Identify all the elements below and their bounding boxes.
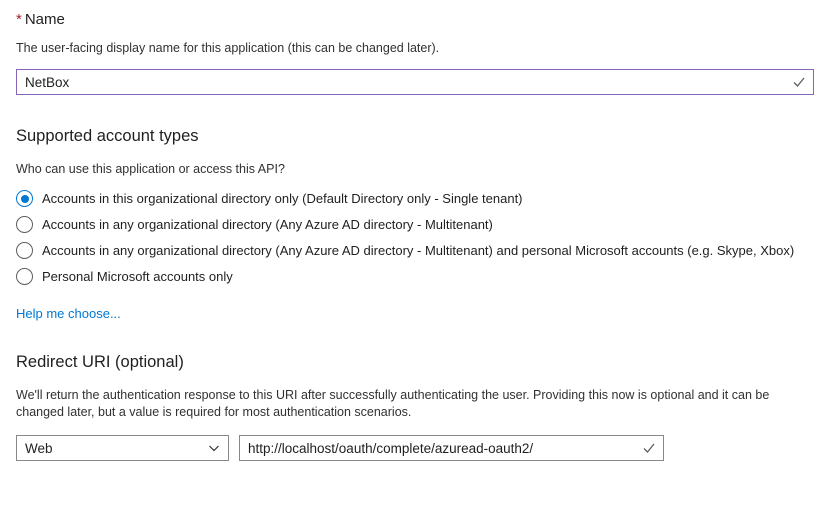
help-me-choose-link[interactable]: Help me choose... — [16, 306, 121, 321]
radio-button-icon[interactable] — [16, 190, 33, 207]
redirect-uri-title: Redirect URI (optional) — [16, 353, 184, 371]
name-input[interactable] — [17, 70, 813, 94]
redirect-uri-input-wrapper[interactable] — [239, 435, 664, 461]
chevron-down-icon — [208, 442, 220, 454]
radio-option-label: Accounts in any organizational directory (Any Azure AD directory - Multitenant) and personal Microsoft accounts (e.g. Skype, Xbox) — [42, 243, 795, 258]
redirect-uri-row — [16, 435, 813, 461]
radio-option-label: Personal Microsoft accounts only — [42, 269, 233, 284]
radio-option-label: Accounts in this organizational directory only (Default Directory only - Single tenant) — [42, 191, 523, 206]
radio-button-icon[interactable] — [16, 216, 33, 233]
redirect-uri-helper-text: We'll return the authentication response to this URI after successfully authenticating the user. Providing this now is optional and it can be changed later, but a value is required for most authentication scenarios. — [16, 388, 770, 419]
platform-select[interactable] — [16, 435, 229, 461]
radio-button-icon[interactable] — [16, 242, 33, 259]
name-field-label — [16, 10, 813, 30]
required-marker: * — [16, 11, 22, 28]
radio-option-multitenant-and-personal[interactable] — [16, 242, 813, 259]
radio-option-label: Accounts in any organizational directory (Any Azure AD directory - Multitenant) — [42, 217, 493, 232]
platform-select-value: Web — [25, 440, 53, 456]
name-helper-text: The user-facing display name for this application (this can be changed later). — [16, 41, 440, 55]
radio-button-icon[interactable] — [16, 268, 33, 285]
radio-option-multitenant[interactable] — [16, 216, 813, 233]
name-input-wrapper[interactable] — [16, 69, 814, 95]
radio-option-personal-only[interactable] — [16, 268, 813, 285]
name-label-text: Name — [24, 11, 65, 28]
radio-option-single-tenant[interactable] — [16, 190, 813, 207]
supported-account-types-title: Supported account types — [16, 127, 199, 145]
redirect-uri-input[interactable] — [240, 436, 663, 460]
supported-account-types-question: Who can use this application or access this API? — [16, 162, 285, 176]
